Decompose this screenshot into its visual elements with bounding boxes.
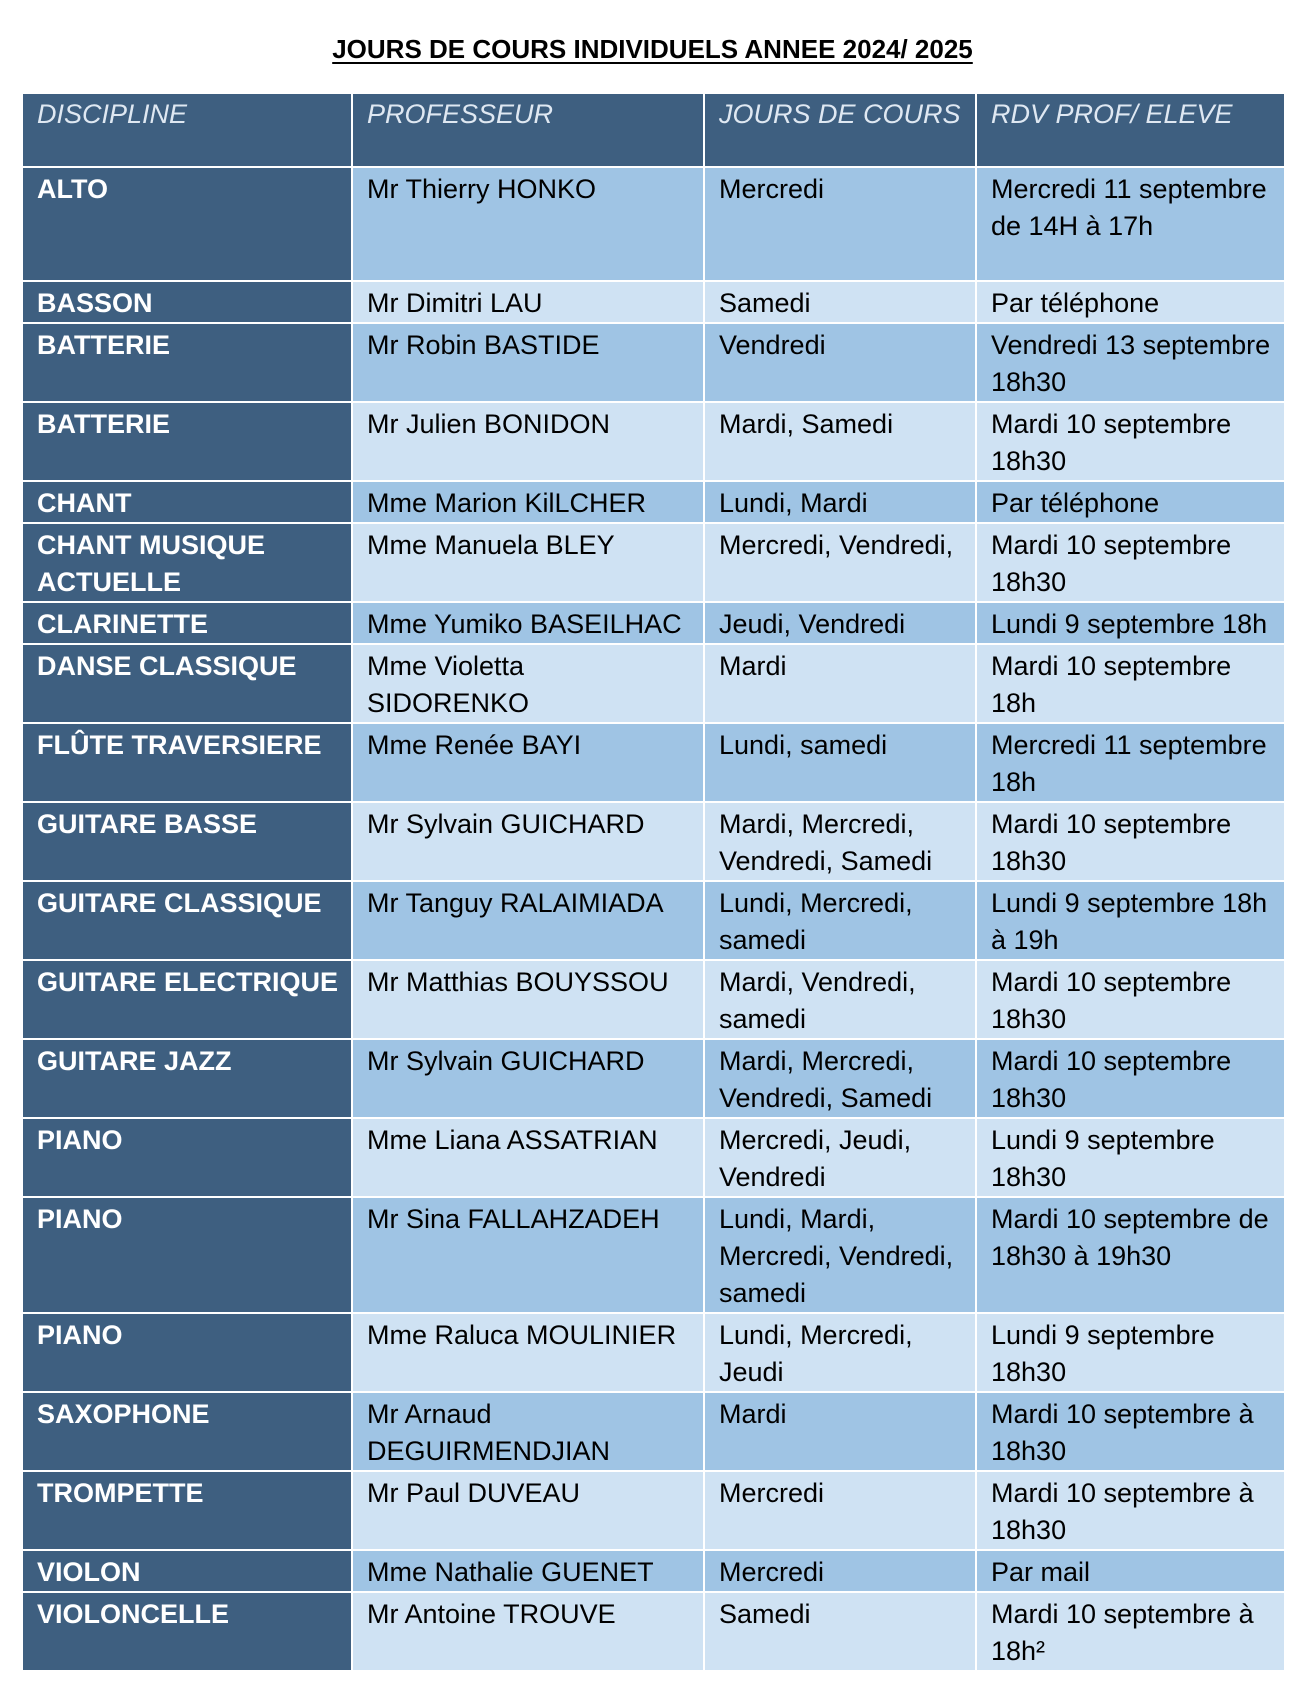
professeur-cell: Mr Matthias BOUYSSOU bbox=[352, 960, 704, 1039]
rdv-cell: Mardi 10 septembre 18h30 bbox=[976, 523, 1285, 602]
discipline-cell: BASSON bbox=[22, 281, 352, 323]
jours-cell: Vendredi bbox=[704, 323, 976, 402]
discipline-cell: CHANT bbox=[22, 481, 352, 523]
table-row bbox=[22, 281, 1285, 323]
header-professeur: PROFESSEUR bbox=[352, 93, 704, 167]
table-row bbox=[22, 1471, 1285, 1550]
header-jours: JOURS DE COURS bbox=[704, 93, 976, 167]
jours-cell: Mercredi, Jeudi, Vendredi bbox=[704, 1118, 976, 1197]
rdv-cell: Mardi 10 septembre 18h bbox=[976, 644, 1285, 723]
professeur-cell: Mme Manuela BLEY bbox=[352, 523, 704, 602]
professeur-cell: Mme Violetta SIDORENKO bbox=[352, 644, 704, 723]
professeur-cell: Mme Liana ASSATRIAN bbox=[352, 1118, 704, 1197]
rdv-cell: Mardi 10 septembre de 18h30 à 19h30 bbox=[976, 1197, 1285, 1313]
discipline-cell: CLARINETTE bbox=[22, 602, 352, 644]
jours-cell: Mardi, Vendredi, samedi bbox=[704, 960, 976, 1039]
discipline-cell: ALTO bbox=[22, 167, 352, 281]
table-row bbox=[22, 1592, 1285, 1671]
discipline-cell: VIOLON bbox=[22, 1550, 352, 1592]
jours-cell: Mardi, Mercredi, Vendredi, Samedi bbox=[704, 802, 976, 881]
discipline-cell: FLÛTE TRAVERSIERE bbox=[22, 723, 352, 802]
professeur-cell: Mr Thierry HONKO bbox=[352, 167, 704, 281]
jours-cell: Mardi, Mercredi, Vendredi, Samedi bbox=[704, 1039, 976, 1118]
rdv-cell: Lundi 9 septembre 18h30 bbox=[976, 1313, 1285, 1392]
page-title: JOURS DE COURS INDIVIDUELS ANNEE 2024/ 2025 bbox=[332, 34, 973, 64]
schedule-table bbox=[21, 92, 1286, 1672]
header-discipline: DISCIPLINE bbox=[22, 93, 352, 167]
professeur-cell: Mr Arnaud DEGUIRMENDJIAN bbox=[352, 1392, 704, 1471]
rdv-cell: Mercredi 11 septembre 18h bbox=[976, 723, 1285, 802]
table-row bbox=[22, 402, 1285, 481]
rdv-cell: Mardi 10 septembre à 18h30 bbox=[976, 1392, 1285, 1471]
jours-cell: Samedi bbox=[704, 281, 976, 323]
rdv-cell: Mardi 10 septembre 18h30 bbox=[976, 960, 1285, 1039]
jours-cell: Lundi, Mercredi, Jeudi bbox=[704, 1313, 976, 1392]
jours-cell: Mardi, Samedi bbox=[704, 402, 976, 481]
rdv-cell: Par mail bbox=[976, 1550, 1285, 1592]
jours-cell: Lundi, Mardi bbox=[704, 481, 976, 523]
table-row bbox=[22, 644, 1285, 723]
discipline-cell: PIANO bbox=[22, 1197, 352, 1313]
discipline-cell: GUITARE CLASSIQUE bbox=[22, 881, 352, 960]
jours-cell: Mardi bbox=[704, 1392, 976, 1471]
rdv-cell: Lundi 9 septembre 18h à 19h bbox=[976, 881, 1285, 960]
rdv-cell: Par téléphone bbox=[976, 481, 1285, 523]
professeur-cell: Mr Sylvain GUICHARD bbox=[352, 802, 704, 881]
professeur-cell: Mr Paul DUVEAU bbox=[352, 1471, 704, 1550]
rdv-cell: Mercredi 11 septembre de 14H à 17h bbox=[976, 167, 1285, 281]
professeur-cell: Mr Dimitri LAU bbox=[352, 281, 704, 323]
discipline-cell: PIANO bbox=[22, 1118, 352, 1197]
table-row bbox=[22, 1197, 1285, 1313]
discipline-cell: GUITARE BASSE bbox=[22, 802, 352, 881]
discipline-cell: DANSE CLASSIQUE bbox=[22, 644, 352, 723]
jours-cell: Lundi, Mercredi, samedi bbox=[704, 881, 976, 960]
table-row bbox=[22, 523, 1285, 602]
jours-cell: Lundi, Mardi, Mercredi, Vendredi, samedi bbox=[704, 1197, 976, 1313]
table-row bbox=[22, 1392, 1285, 1471]
rdv-cell: Mardi 10 septembre à 18h² bbox=[976, 1592, 1285, 1671]
discipline-cell: PIANO bbox=[22, 1313, 352, 1392]
table-row bbox=[22, 881, 1285, 960]
rdv-cell: Mardi 10 septembre à 18h30 bbox=[976, 1471, 1285, 1550]
professeur-cell: Mr Robin BASTIDE bbox=[352, 323, 704, 402]
rdv-cell: Vendredi 13 septembre 18h30 bbox=[976, 323, 1285, 402]
rdv-cell: Mardi 10 septembre 18h30 bbox=[976, 802, 1285, 881]
discipline-cell: CHANT MUSIQUE ACTUELLE bbox=[22, 523, 352, 602]
table-row bbox=[22, 1118, 1285, 1197]
rdv-cell: Mardi 10 septembre 18h30 bbox=[976, 402, 1285, 481]
professeur-cell: Mme Renée BAYI bbox=[352, 723, 704, 802]
discipline-cell: VIOLONCELLE bbox=[22, 1592, 352, 1671]
professeur-cell: Mr Tanguy RALAIMIADA bbox=[352, 881, 704, 960]
discipline-cell: TROMPETTE bbox=[22, 1471, 352, 1550]
rdv-cell: Par téléphone bbox=[976, 281, 1285, 323]
table-row bbox=[22, 481, 1285, 523]
table-row bbox=[22, 1550, 1285, 1592]
rdv-cell: Lundi 9 septembre 18h30 bbox=[976, 1118, 1285, 1197]
table-header-row bbox=[22, 93, 1285, 167]
table-row bbox=[22, 323, 1285, 402]
jours-cell: Samedi bbox=[704, 1592, 976, 1671]
professeur-cell: Mr Julien BONIDON bbox=[352, 402, 704, 481]
discipline-cell: SAXOPHONE bbox=[22, 1392, 352, 1471]
professeur-cell: Mme Marion KilLCHER bbox=[352, 481, 704, 523]
rdv-cell: Mardi 10 septembre 18h30 bbox=[976, 1039, 1285, 1118]
jours-cell: Mercredi, Vendredi, bbox=[704, 523, 976, 602]
jours-cell: Jeudi, Vendredi bbox=[704, 602, 976, 644]
table-row bbox=[22, 802, 1285, 881]
jours-cell: Mercredi bbox=[704, 167, 976, 281]
discipline-cell: BATTERIE bbox=[22, 402, 352, 481]
discipline-cell: GUITARE JAZZ bbox=[22, 1039, 352, 1118]
discipline-cell: BATTERIE bbox=[22, 323, 352, 402]
table-row bbox=[22, 723, 1285, 802]
professeur-cell: Mr Sina FALLAHZADEH bbox=[352, 1197, 704, 1313]
rdv-cell: Lundi 9 septembre 18h bbox=[976, 602, 1285, 644]
professeur-cell: Mme Nathalie GUENET bbox=[352, 1550, 704, 1592]
professeur-cell: Mr Antoine TROUVE bbox=[352, 1592, 704, 1671]
table-row bbox=[22, 167, 1285, 281]
jours-cell: Mercredi bbox=[704, 1471, 976, 1550]
table-row bbox=[22, 602, 1285, 644]
discipline-cell: GUITARE ELECTRIQUE bbox=[22, 960, 352, 1039]
professeur-cell: Mme Raluca MOULINIER bbox=[352, 1313, 704, 1392]
table-row bbox=[22, 1313, 1285, 1392]
professeur-cell: Mr Sylvain GUICHARD bbox=[352, 1039, 704, 1118]
professeur-cell: Mme Yumiko BASEILHAC bbox=[352, 602, 704, 644]
table-row bbox=[22, 1039, 1285, 1118]
jours-cell: Lundi, samedi bbox=[704, 723, 976, 802]
jours-cell: Mardi bbox=[704, 644, 976, 723]
header-rdv: RDV PROF/ ELEVE bbox=[976, 93, 1285, 167]
table-row bbox=[22, 960, 1285, 1039]
jours-cell: Mercredi bbox=[704, 1550, 976, 1592]
